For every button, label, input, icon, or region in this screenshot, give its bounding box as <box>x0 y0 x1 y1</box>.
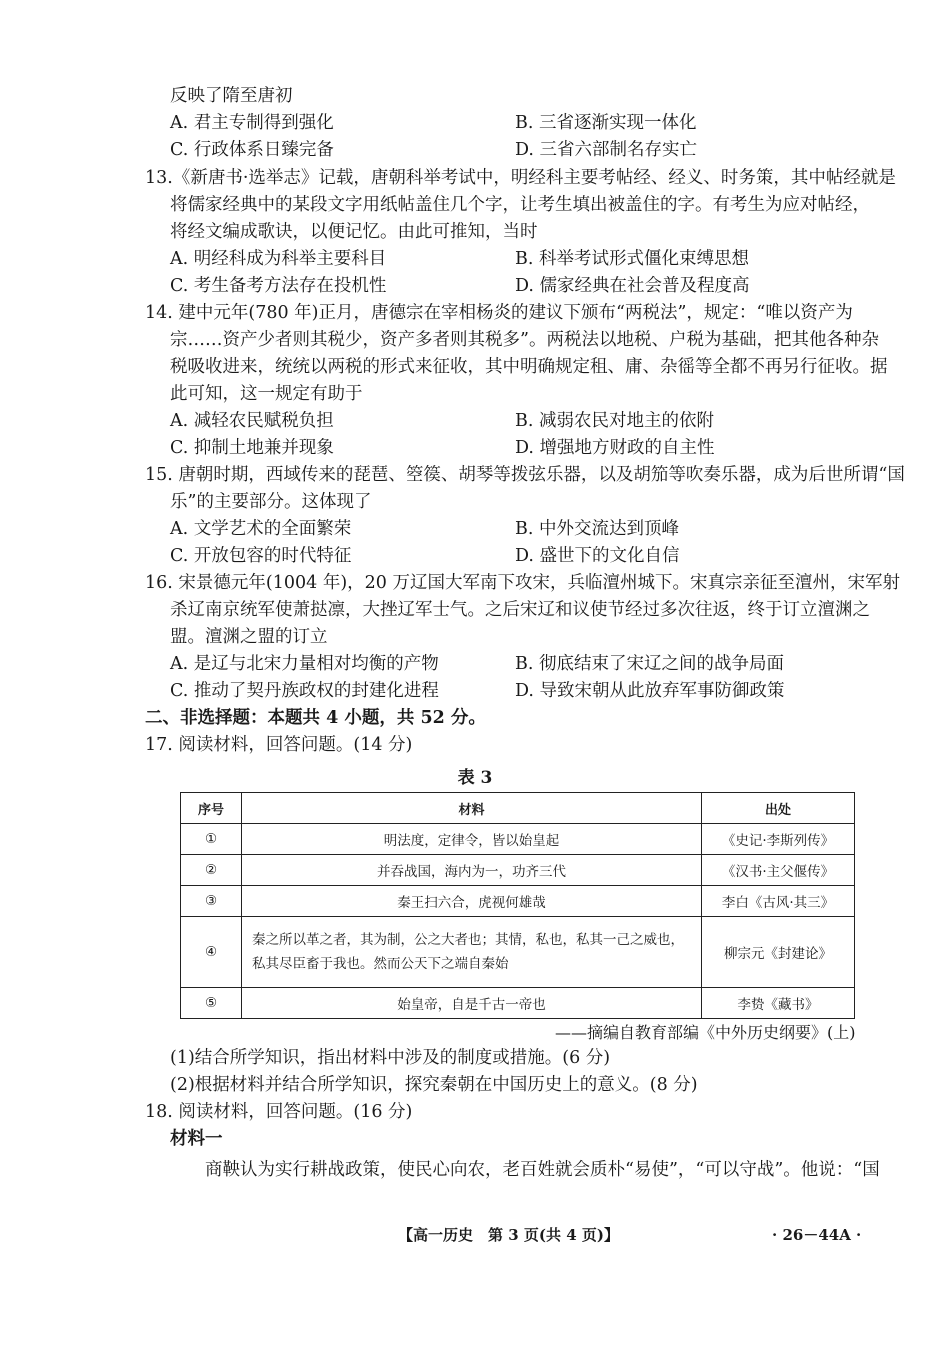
row-source: 《汉书·主父偃传》 <box>702 855 855 886</box>
q15-option-c: C. 开放包容的时代特征 <box>170 546 352 566</box>
row-material: 并吞战国，海内为一，功齐三代 <box>242 855 702 886</box>
row-material: 秦王扫六合，虎视何雄哉 <box>242 886 702 917</box>
q14-line-1: 14. 建中元年(780 年)正月，唐德宗在宰相杨炎的建议下颁布“两税法”，规定：“唯以资产为 <box>145 303 853 323</box>
q13-line-1: 13.《新唐书·选举志》记载，唐朝科举考试中，明经科主要考帖经、经义、时务策，其中帖经就是 <box>145 168 896 188</box>
q17-sub-2: (2)根据材料并结合所学知识，探究秦朝在中国历史上的意义。(8 分) <box>170 1075 698 1095</box>
q16-line-3: 盟。澶渊之盟的订立 <box>170 627 328 647</box>
q12-option-c: C. 行政体系日臻完备 <box>170 140 334 160</box>
q16-line-2: 杀辽南京统军使萧挞凛，大挫辽军士气。之后宋辽和议使节经过多次往返，终于订立澶渊之 <box>170 600 870 620</box>
row-no: ⑤ <box>181 988 242 1019</box>
row-no: ③ <box>181 886 242 917</box>
q12-option-b: B. 三省逐渐实现一体化 <box>515 113 697 133</box>
table-source: ——摘编自教育部编《中外历史纲要》(上) <box>555 1023 856 1042</box>
q16-option-c: C. 推动了契丹族政权的封建化进程 <box>170 681 439 701</box>
q16-option-b: B. 彻底结束了宋辽之间的战争局面 <box>515 654 784 674</box>
q14-option-a: A. 减轻农民赋税负担 <box>170 411 334 431</box>
table-title: 表 3 <box>457 768 493 788</box>
q18-material-label: 材料一 <box>170 1129 223 1149</box>
q14-line-4: 此可知，这一规定有助于 <box>170 384 363 404</box>
row-material: 始皇帝，自是千古一帝也 <box>242 988 702 1019</box>
q12-tail: 反映了隋至唐初 <box>170 86 293 106</box>
row-no: ① <box>181 824 242 855</box>
header-no: 序号 <box>181 793 242 824</box>
row-source: 柳宗元《封建论》 <box>702 917 855 988</box>
header-source: 出处 <box>702 793 855 824</box>
q13-line-2: 将儒家经典中的某段文字用纸帖盖住几个字，让考生填出被盖住的字。有考生为应对帖经， <box>170 195 870 215</box>
footer-page: 【高一历史 第 3 页(共 4 页)】 <box>398 1226 619 1244</box>
table-row <box>181 988 855 1019</box>
table-row <box>181 855 855 886</box>
q17-sub-1: (1)结合所学知识，指出材料中涉及的制度或措施。(6 分) <box>170 1048 611 1068</box>
row-no: ④ <box>181 917 242 988</box>
row-material: 秦之所以革之者，其为制，公之大者也；其情，私也，私其一己之威也，私其尽臣畜于我也。然而公天下之端自秦始 <box>242 917 702 988</box>
row-material: 明法度，定律令，皆以始皇起 <box>242 824 702 855</box>
q18-material-text: 商鞅认为实行耕战政策，使民心向农，老百姓就会质朴“易使”，“可以守战”。他说：“国 <box>205 1160 880 1180</box>
q15-option-d: D. 盛世下的文化自信 <box>515 546 680 566</box>
q15-line-2: 乐”的主要部分。这体现了 <box>170 492 372 512</box>
q13-option-d: D. 儒家经典在社会普及程度高 <box>515 276 750 296</box>
q15-option-a: A. 文学艺术的全面繁荣 <box>170 519 352 539</box>
row-source: 李贽《藏书》 <box>702 988 855 1019</box>
section-heading: 二、非选择题：本题共 4 小题，共 52 分。 <box>145 708 486 728</box>
footer-code: · 26－44A · <box>772 1226 862 1244</box>
table-row <box>181 824 855 855</box>
table-row <box>181 917 855 988</box>
q14-line-2: 宗……资产少者则其税少，资产多者则其税多”。两税法以地税、户税为基础，把其他各种杂 <box>170 330 879 350</box>
q18-intro: 18. 阅读材料，回答问题。(16 分) <box>145 1102 413 1122</box>
q15-line-1: 15. 唐朝时期，西域传来的琵琶、箜篌、胡琴等拨弦乐器，以及胡笳等吹奏乐器，成为后世所谓“国 <box>145 465 905 485</box>
material-table <box>180 792 855 1019</box>
q16-option-d: D. 导致宋朝从此放弃军事防御政策 <box>515 681 785 701</box>
q14-line-3: 税吸收进来，统统以两税的形式来征收，其中明确规定租、庸、杂徭等全都不再另行征收。据 <box>170 357 888 377</box>
q13-line-3: 将经文编成歌诀，以便记忆。由此可推知，当时 <box>170 222 538 242</box>
row-no: ② <box>181 855 242 886</box>
q12-option-d: D. 三省六部制名存实亡 <box>515 140 698 160</box>
q14-option-d: D. 增强地方财政的自主性 <box>515 438 715 458</box>
q17-intro: 17. 阅读材料，回答问题。(14 分) <box>145 735 413 755</box>
header-material: 材料 <box>242 793 702 824</box>
q13-option-b: B. 科举考试形式僵化束缚思想 <box>515 249 749 269</box>
q12-option-a: A. 君主专制得到强化 <box>170 113 334 133</box>
q16-line-1: 16. 宋景德元年(1004 年)，20 万辽国大军南下攻宋，兵临澶州城下。宋真宗亲征至澶州，宋军射 <box>145 573 900 593</box>
row-source: 李白《古风·其三》 <box>702 886 855 917</box>
q13-option-a: A. 明经科成为科举主要科目 <box>170 249 387 269</box>
q15-option-b: B. 中外交流达到顶峰 <box>515 519 679 539</box>
q16-option-a: A. 是辽与北宋力量相对均衡的产物 <box>170 654 439 674</box>
q14-option-c: C. 抑制土地兼并现象 <box>170 438 334 458</box>
q14-option-b: B. 减弱农民对地主的依附 <box>515 411 714 431</box>
q13-option-c: C. 考生备考方法存在投机性 <box>170 276 387 296</box>
row-source: 《史记·李斯列传》 <box>702 824 855 855</box>
table-row <box>181 886 855 917</box>
